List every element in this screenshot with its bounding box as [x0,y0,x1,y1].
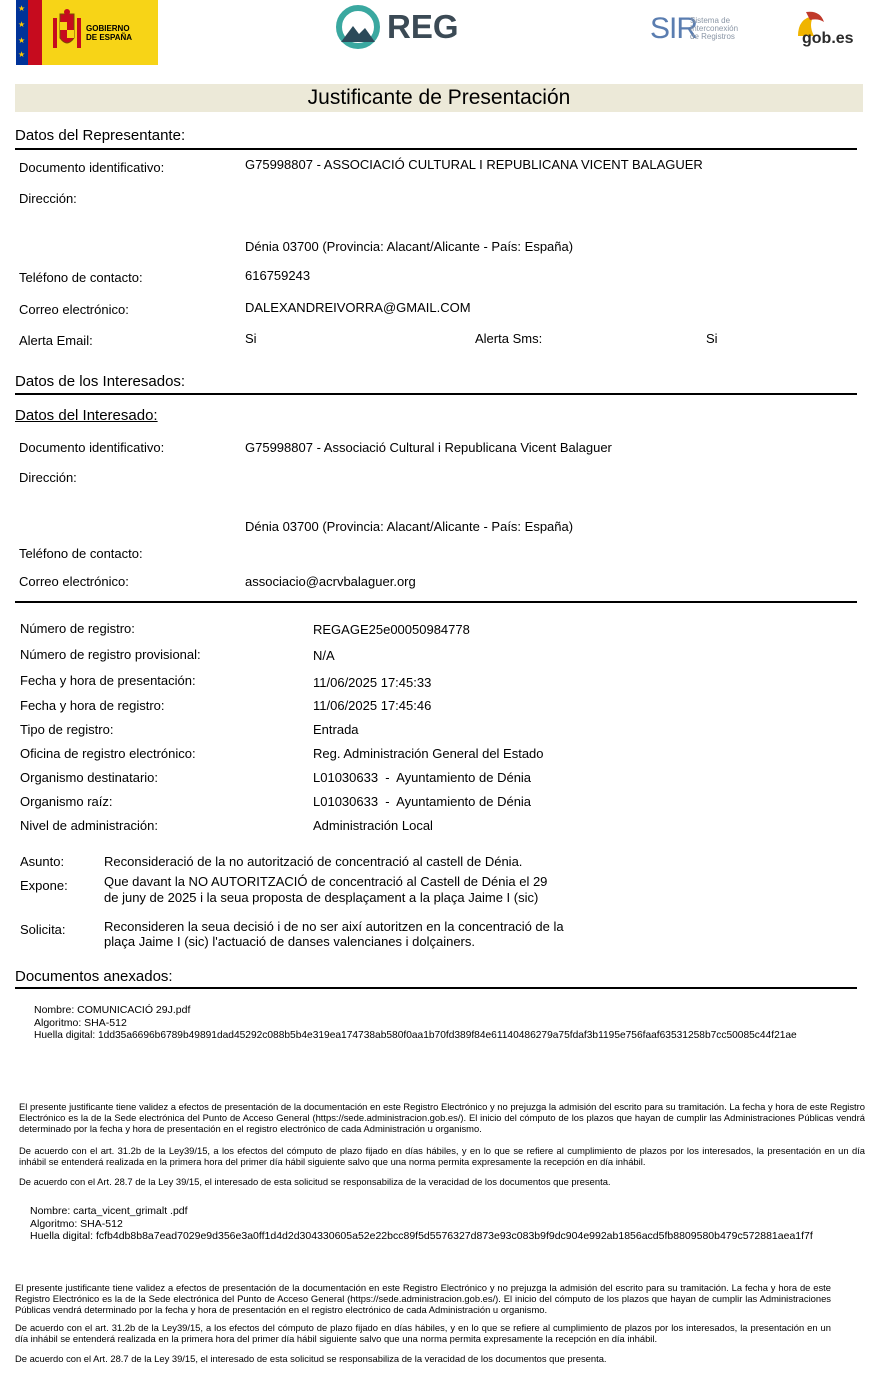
gobes-logo [790,8,856,52]
interesado-subsection-title: Datos del Interesado: [15,407,158,424]
registro-label: Nivel de administración: [20,818,159,833]
rep-dir-label: Dirección: [19,191,77,206]
registro-value: L01030633 - Ayuntamiento de Dénia [313,794,532,809]
expone-line-1: Que davant la NO AUTORITZACIÓ de concentració al Castell de Dénia el 29 [104,874,548,889]
rep-alerta-sms-label: Alerta Sms: [475,331,543,346]
rep-dir-value: Dénia 03700 (Provincia: Alacant/Alicante - País: España) [245,239,574,254]
legal-paragraph-1: El presente justificante tiene validez a efectos de presentación de la documentación en este Registro Electrónico y no prejuzga la admisión del escrito para su tramitación. La fecha y hora de este Registro Electrónico es la de la Sede electrónica del Punto de Acceso General (https://sede.administracion.gob.es/). El inicio del cómputo de los plazos que hayan de cumplir las Administraciones Públicas vendrá determinado por la fecha y hora de presentación en el registro electrónico de cada Administración u organismo. [15,1282,831,1315]
registro-label: Tipo de registro: [20,722,114,737]
eu-stripe: ★ ★ ★ ★ [16,0,28,65]
representante-section-title: Datos del Representante: [15,127,186,144]
registro-value: 11/06/2025 17:45:33 [313,675,432,690]
rep-doc-value: G75998807 - ASSOCIACIÓ CULTURAL I REPUBLICANA VICENT BALAGUER [245,157,703,172]
doc-algorithm: Algoritmo: SHA-512 [30,1218,123,1230]
reg-mountain-icon [335,4,381,50]
registro-value: Reg. Administración General del Estado [313,746,544,761]
rep-alerta-email-value: Si [245,331,257,346]
gobierno-de-espana-logo [16,0,158,65]
int-email-value: associacio@acrvbalaguer.org [245,574,416,589]
int-dir-value: Dénia 03700 (Provincia: Alacant/Alicante - País: España) [245,519,574,534]
int-tel-label: Teléfono de contacto: [19,546,143,561]
divider [15,393,857,395]
asunto-value: Reconsideració de la no autorització de concentració al castell de Dénia. [104,854,523,869]
doc-name: Nombre: COMUNICACIÓ 29J.pdf [34,1004,191,1016]
solicita-line-2: plaça Jaime I (sic) l'actuació de danses valencianes i dolçainers. [104,934,476,949]
registro-value: Entrada [313,722,359,737]
legal-paragraph-3: De acuerdo con el Art. 28.7 de la Ley 39/15, el interesado de esta solicitud se responsabiliza de la veracidad de los documentos que presenta. [15,1353,607,1364]
int-doc-value: G75998807 - Associació Cultural i Republicana Vicent Balaguer [245,440,612,455]
title-bar [15,84,863,112]
registro-label: Número de registro provisional: [20,647,201,662]
sir-logo [650,14,750,48]
registro-label: Número de registro: [20,621,135,636]
registro-value: 11/06/2025 17:45:46 [313,698,432,713]
solicita-line-1: Reconsideren la seua decisió i de no ser així autoritzen en la concentració de la [104,919,564,934]
asunto-label: Asunto: [20,854,65,869]
legal-paragraph-2: De acuerdo con el art. 31.2b de la Ley39/15, a los efectos del cómputo de plazo fijado en días hábiles, y en lo que se refiere al cumplimiento de plazos por los interesados, la presentación en un día inhábil se entenderá realizada en la primera hora del primer día hábil siguiente salvo que una norma permita expresamente la recepción en día inhábil. [19,1145,865,1167]
page-title: Justificante de Presentación [307,86,571,109]
divider [15,987,857,989]
interesados-section-title: Datos de los Interesados: [15,373,186,390]
registro-label: Organismo destinatario: [20,770,159,785]
rep-doc-label: Documento identificativo: [19,160,165,175]
doc-hash: Huella digital: fcfb4db8b8a7ead7029e9d356e3a0ff1d4d2d304330605a52e22bcc89f5d5576327d873e93c083b9f9dc904e992ab1856acd5fb8809580b479c572881aea1f7f [30,1230,813,1242]
legal-paragraph-2: De acuerdo con el art. 31.2b de la Ley39/15, a los efectos del cómputo de plazo fijado en días hábiles, y en lo que se refiere al cumplimiento de plazos por los interesados, la presentación en un día inhábil se entenderá realizada en la primera hora del primer día hábil siguiente salvo que una norma permita expresamente la recepción en día inhábil. [15,1322,831,1344]
rep-alerta-email-label: Alerta Email: [19,333,93,348]
coat-of-arms-icon [52,8,82,56]
expone-line-2: de juny de 2025 i la seua proposta de desplaçament a la plaça Jaime I (sic) [104,890,539,905]
int-doc-label: Documento identificativo: [19,440,165,455]
reg-logo-text: REG [387,8,459,45]
registro-value: N/A [313,648,335,663]
registro-value: REGAGE25e00050984778 [313,622,470,637]
legal-paragraph-3: De acuerdo con el Art. 28.7 de la Ley 39/15, el interesado de esta solicitud se responsabiliza de la veracidad de los documentos que presenta. [19,1176,611,1187]
solicita-label: Solicita: [20,922,66,937]
registro-value: L01030633 - Ayuntamiento de Dénia [313,770,532,785]
legal-paragraph-1: El presente justificante tiene validez a efectos de presentación de la documentación en este Registro Electrónico y no prejuzga la admisión del escrito para su tramitación. La fecha y hora de este Registro Electrónico es la de la Sede electrónica del Punto de Acceso General (https://sede.administracion.gob.es/). El inicio del cómputo de los plazos que hayan de cumplir las Administraciones Públicas vendrá determinado por la fecha y hora de presentación en el registro electrónico de cada Administración u organismo. [19,1101,865,1134]
divider [15,148,857,150]
gobes-logo-text: gob.es [802,30,854,47]
int-email-label: Correo electrónico: [19,574,129,589]
divider [15,601,857,603]
int-dir-label: Dirección: [19,470,77,485]
registro-label: Fecha y hora de registro: [20,698,165,713]
doc-hash: Huella digital: 1dd35a6696b6789b49891dad45292c088b5b4e319ea174738ab580f0aa1b70fd389f84e61140486279a75fdaf3b1195e756faaf63531258b7cc50085c44f21ae [34,1030,797,1041]
gov-logo-text: GOBIERNO DE ESPAÑA [86,24,133,42]
spain-flag-stripe [28,0,42,65]
doc-name: Nombre: carta_vicent_grimalt .pdf [30,1205,188,1217]
registro-value: Administración Local [313,818,433,833]
doc-algorithm: Algoritmo: SHA-512 [34,1017,127,1029]
anexos-section-title: Documentos anexados: [15,968,173,985]
rep-tel-value: 616759243 [245,268,311,283]
registro-label: Oficina de registro electrónico: [20,746,196,761]
rep-email-label: Correo electrónico: [19,302,129,317]
sir-logo-text: SIR [650,12,698,45]
rep-alerta-sms-value: Si [706,331,718,346]
expone-label: Expone: [20,878,68,893]
rep-email-value: DALEXANDREIVORRA@GMAIL.COM [245,300,471,315]
sir-subtitle: Sistema de Interconexión de Registros [690,16,739,41]
reg-logo [335,4,460,52]
registro-label: Fecha y hora de presentación: [20,673,196,688]
rep-tel-label: Teléfono de contacto: [19,270,143,285]
registro-label: Organismo raíz: [20,794,113,809]
